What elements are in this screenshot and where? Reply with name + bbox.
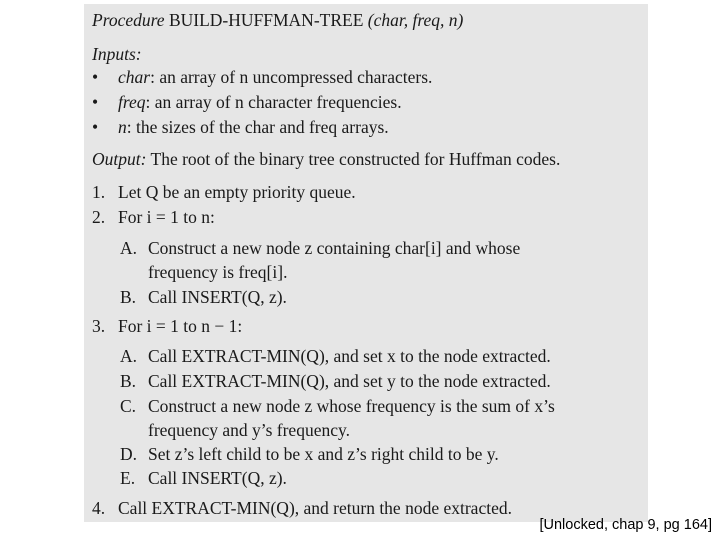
step-text: For i = 1 to n:: [118, 207, 215, 227]
step-number: A.: [120, 346, 138, 366]
step-3a: [120, 346, 551, 366]
procedure-params: (char, freq, n): [367, 10, 464, 30]
step-2b: [120, 287, 287, 307]
step-3: [92, 316, 243, 336]
input-item: [92, 92, 402, 112]
bullet: •: [92, 92, 99, 112]
source-caption: [Unlocked, chap 9, pg 164]: [539, 517, 712, 533]
step-number: C.: [120, 396, 137, 416]
step-text: frequency is freq[i].: [148, 262, 288, 282]
inputs-heading: Inputs:: [92, 44, 142, 64]
bullet: •: [92, 117, 99, 137]
input-var: char: [118, 67, 151, 87]
step-3b: [120, 371, 551, 391]
output-heading: Output:: [92, 149, 147, 169]
input-var: freq: [118, 92, 146, 112]
step-text: Call EXTRACT-MIN(Q), and set x to the node extracted.: [148, 346, 551, 366]
step-2: [92, 207, 215, 227]
input-var: n: [118, 117, 127, 137]
step-number: D.: [120, 444, 138, 464]
step-text: Call EXTRACT-MIN(Q), and set y to the node extracted.: [148, 371, 551, 391]
step-text: frequency and y’s frequency.: [148, 420, 350, 440]
step-1: [92, 182, 356, 202]
input-item: [92, 117, 389, 137]
input-desc: : an array of n character frequencies.: [145, 92, 402, 112]
procedure-name: BUILD-HUFFMAN-TREE: [168, 10, 364, 30]
step-number: B.: [120, 287, 137, 307]
step-number: 2.: [92, 207, 106, 227]
step-3c: [120, 396, 555, 416]
step-text: Set z’s left child to be x and z’s right child to be y.: [148, 444, 499, 464]
step-number: 1.: [92, 182, 106, 202]
procedure-header: [92, 10, 463, 30]
step-text: Construct a new node z containing char[i] and whose: [148, 238, 521, 258]
step-number: A.: [120, 238, 138, 258]
input-item: [92, 67, 433, 87]
output-line: [92, 149, 560, 169]
output-text: The root of the binary tree constructed for Huffman codes.: [150, 149, 561, 169]
step-2a: [120, 238, 521, 258]
input-desc: : the sizes of the char and freq arrays.: [126, 117, 389, 137]
algorithm-panel: [84, 4, 648, 522]
input-desc: : an array of n uncompressed characters.: [150, 67, 433, 87]
step-4: [92, 498, 512, 518]
step-text: Construct a new node z whose frequency is the sum of x’s: [148, 396, 555, 416]
step-text: Call EXTRACT-MIN(Q), and return the node extracted.: [118, 498, 512, 518]
procedure-label: Procedure: [92, 10, 165, 30]
step-number: B.: [120, 371, 137, 391]
step-number: 4.: [92, 498, 106, 518]
bullet: •: [92, 67, 99, 87]
step-3d: [120, 444, 499, 464]
step-text: Call INSERT(Q, z).: [148, 468, 287, 488]
step-text: Call INSERT(Q, z).: [148, 287, 287, 307]
step-3e: [120, 468, 287, 488]
step-number: 3.: [92, 316, 106, 336]
step-text: For i = 1 to n − 1:: [118, 316, 243, 336]
step-text: Let Q be an empty priority queue.: [118, 182, 356, 202]
step-number: E.: [120, 468, 136, 488]
